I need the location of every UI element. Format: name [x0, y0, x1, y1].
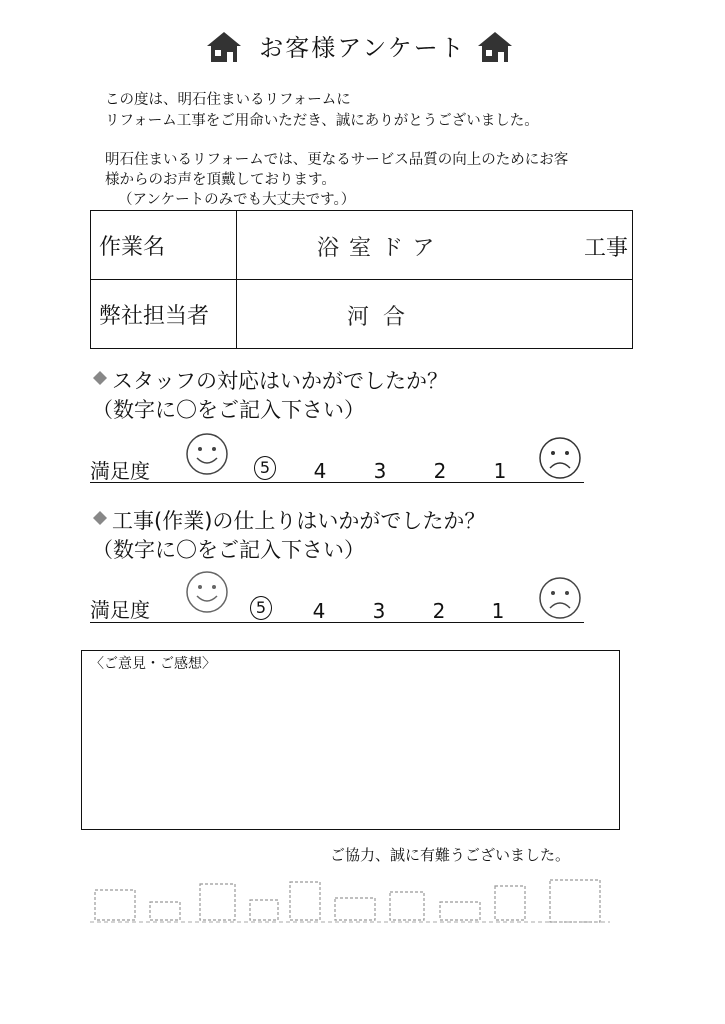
- question-title: スタッフの対応はいかがでしたか？: [112, 369, 448, 393]
- smiley-face-icon: [185, 432, 229, 476]
- work-name-cell[interactable]: [237, 211, 633, 280]
- scale-line: [90, 622, 584, 623]
- intro-line: リフォーム工事をご用命いただき、誠にありがとうございました。: [105, 113, 539, 129]
- staff-value: 河合: [347, 305, 420, 330]
- rating-option[interactable]: 3: [373, 459, 387, 483]
- rating-option[interactable]: 2: [432, 599, 446, 623]
- work-name-label: 作業名: [91, 211, 237, 280]
- comment-label: 〈ご意見・ご感想〉: [90, 656, 216, 672]
- question-instruction: （数字に〇をご記入下さい）: [92, 398, 365, 422]
- frown-face-icon: [538, 576, 582, 620]
- rating-option-selected[interactable]: 5: [254, 456, 276, 480]
- diamond-bullet-icon: [92, 510, 108, 526]
- question-title: 工事(作業)の仕上りはいかがでしたか？: [112, 509, 486, 533]
- table-row: [91, 211, 633, 280]
- thanks-text: ご協力、誠に有難うございました。: [330, 846, 571, 864]
- page-title: お客様アンケート: [259, 34, 466, 62]
- work-name-value: 浴室ドア: [317, 236, 445, 261]
- question-instruction: （数字に〇をご記入下さい）: [92, 538, 365, 562]
- intro-line: （アンケートのみでも大丈夫です。）: [118, 192, 356, 208]
- diamond-bullet-icon: [92, 370, 108, 386]
- table-row: [91, 280, 633, 349]
- rating-option[interactable]: 4: [312, 599, 326, 623]
- rating-option[interactable]: 3: [372, 599, 386, 623]
- staff-label: 弊社担当者: [91, 280, 237, 349]
- rating-option[interactable]: 1: [491, 599, 505, 623]
- footer-illustration: [90, 872, 610, 932]
- intro-line: この度は、明石住まいるリフォームに: [105, 92, 351, 108]
- comment-box[interactable]: [81, 650, 620, 830]
- rating-option[interactable]: 4: [313, 459, 327, 483]
- staff-cell[interactable]: [237, 280, 633, 349]
- rating-option-selected[interactable]: 5: [250, 596, 272, 620]
- intro-line: 明石住まいるリフォームでは、更なるサービス品質の向上のためにお客: [105, 152, 569, 168]
- smiley-face-icon: [185, 570, 229, 614]
- info-table: [90, 210, 633, 349]
- house-icon: [476, 30, 514, 64]
- scale-label: 満足度: [90, 598, 150, 622]
- scale-line: [90, 482, 584, 483]
- frown-face-icon: [538, 436, 582, 480]
- scale-label: 満足度: [90, 459, 150, 483]
- rating-option[interactable]: 1: [493, 459, 507, 483]
- intro-line: 様からのお声を頂戴しております。: [105, 172, 336, 188]
- work-suffix: 工事: [583, 236, 628, 261]
- rating-option[interactable]: 2: [433, 459, 447, 483]
